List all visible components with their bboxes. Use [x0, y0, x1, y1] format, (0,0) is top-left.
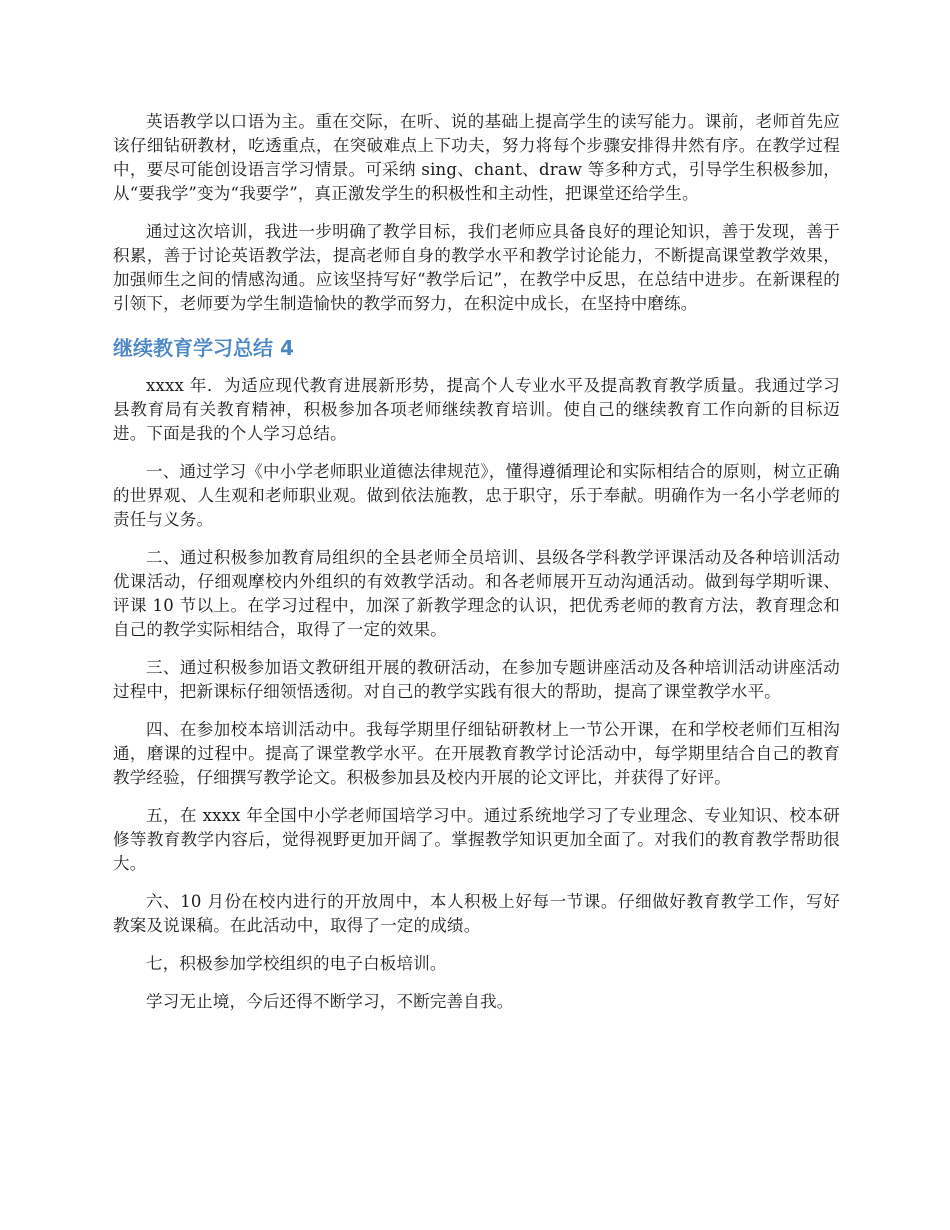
paragraph: 四、在参加校本培训活动中。我每学期里仔细钻研教材上一节公开课，在和学校老师们互相沟通，磨课的过程中。提高了课堂教学水平。在开展教育教学讨论活动中，每学期里结合自己的教育教学经验，仔细撰写教学论文。积极参加县及校内开展的论文评比，并获得了好评。 — [113, 720, 840, 787]
paragraph: 学习无止境，今后还得不断学习，不断完善自我。 — [146, 992, 514, 1011]
paragraph: 五，在 xxxx 年全国中小学老师国培学习中。通过系统地学习了专业理念、专业知识、校本研修等教育教学内容后，觉得视野更加开阔了。掌握教学知识更加全面了。对我们的教育教学帮助很大。 — [113, 806, 840, 873]
paragraph: 英语教学以口语为主。重在交际，在听、说的基础上提高学生的读写能力。课前，老师首先应该仔细钻研教材，吃透重点，在突破难点上下功夫，努力将每个步骤安排得井然有序。在教学过程中，要尽可能创设语言学习情景。可采纳 sing、chant、draw 等多种方式，引导学生积极参加，从“要我学”变为“我要学”，真正激发学生的积极性和主动性，把课堂还给学生。 — [113, 112, 840, 203]
paragraph: 通过这次培训，我进一步明确了教学目标，我们老师应具备良好的理论知识，善于发现，善于积累，善于讨论英语教学法，提高老师自身的教学水平和教学讨论能力，不断提高课堂教学效果，加强师生之间的情感沟通。应该坚持写好“教学后记”，在教学中反思，在总结中进步。在新课程的引领下，老师要为学生制造愉快的教学而努力，在积淀中成长，在坚持中磨练。 — [113, 222, 840, 313]
paragraph: 七，积极参加学校组织的电子白板培训。 — [146, 954, 447, 973]
section-heading: 继续教育学习总结 4 — [113, 336, 294, 360]
paragraph: xxxx 年．为适应现代教育进展新形势，提高个人专业水平及提高教育教学质量。我通过学习县教育局有关教育精神，积极参加各项老师继续教育培训。使自己的继续教育工作向新的目标迈进。下面是我的个人学习总结。 — [113, 376, 840, 443]
paragraph: 一、通过学习《中小学老师职业道德法律规范》，懂得遵循理论和实际相结合的原则，树立正确的世界观、人生观和老师职业观。做到依法施教，忠于职守，乐于奉献。明确作为一名小学老师的责任与义务。 — [113, 462, 840, 529]
paragraph: 六、10 月份在校内进行的开放周中，本人积极上好每一节课。仔细做好教育教学工作，写好教案及说课稿。在此活动中，取得了一定的成绩。 — [113, 892, 840, 935]
paragraph: 二、通过积极参加教育局组织的全县老师全员培训、县级各学科教学评课活动及各种培训活动优课活动，仔细观摩校内外组织的有效教学活动。和各老师展开互动沟通活动。做到每学期听课、评课 10 节以上。在学习过程中，加深了新教学理念的认识，把优秀老师的教育方法，教育理念和自己的教学实际相结合，取得了一定的效果。 — [113, 548, 840, 639]
document-page — [113, 110, 840, 1014]
paragraph: 三、通过积极参加语文教研组开展的教研活动，在参加专题讲座活动及各种培训活动讲座活动过程中，把新课标仔细领悟透彻。对自己的教学实践有很大的帮助，提高了课堂教学水平。 — [113, 658, 840, 701]
